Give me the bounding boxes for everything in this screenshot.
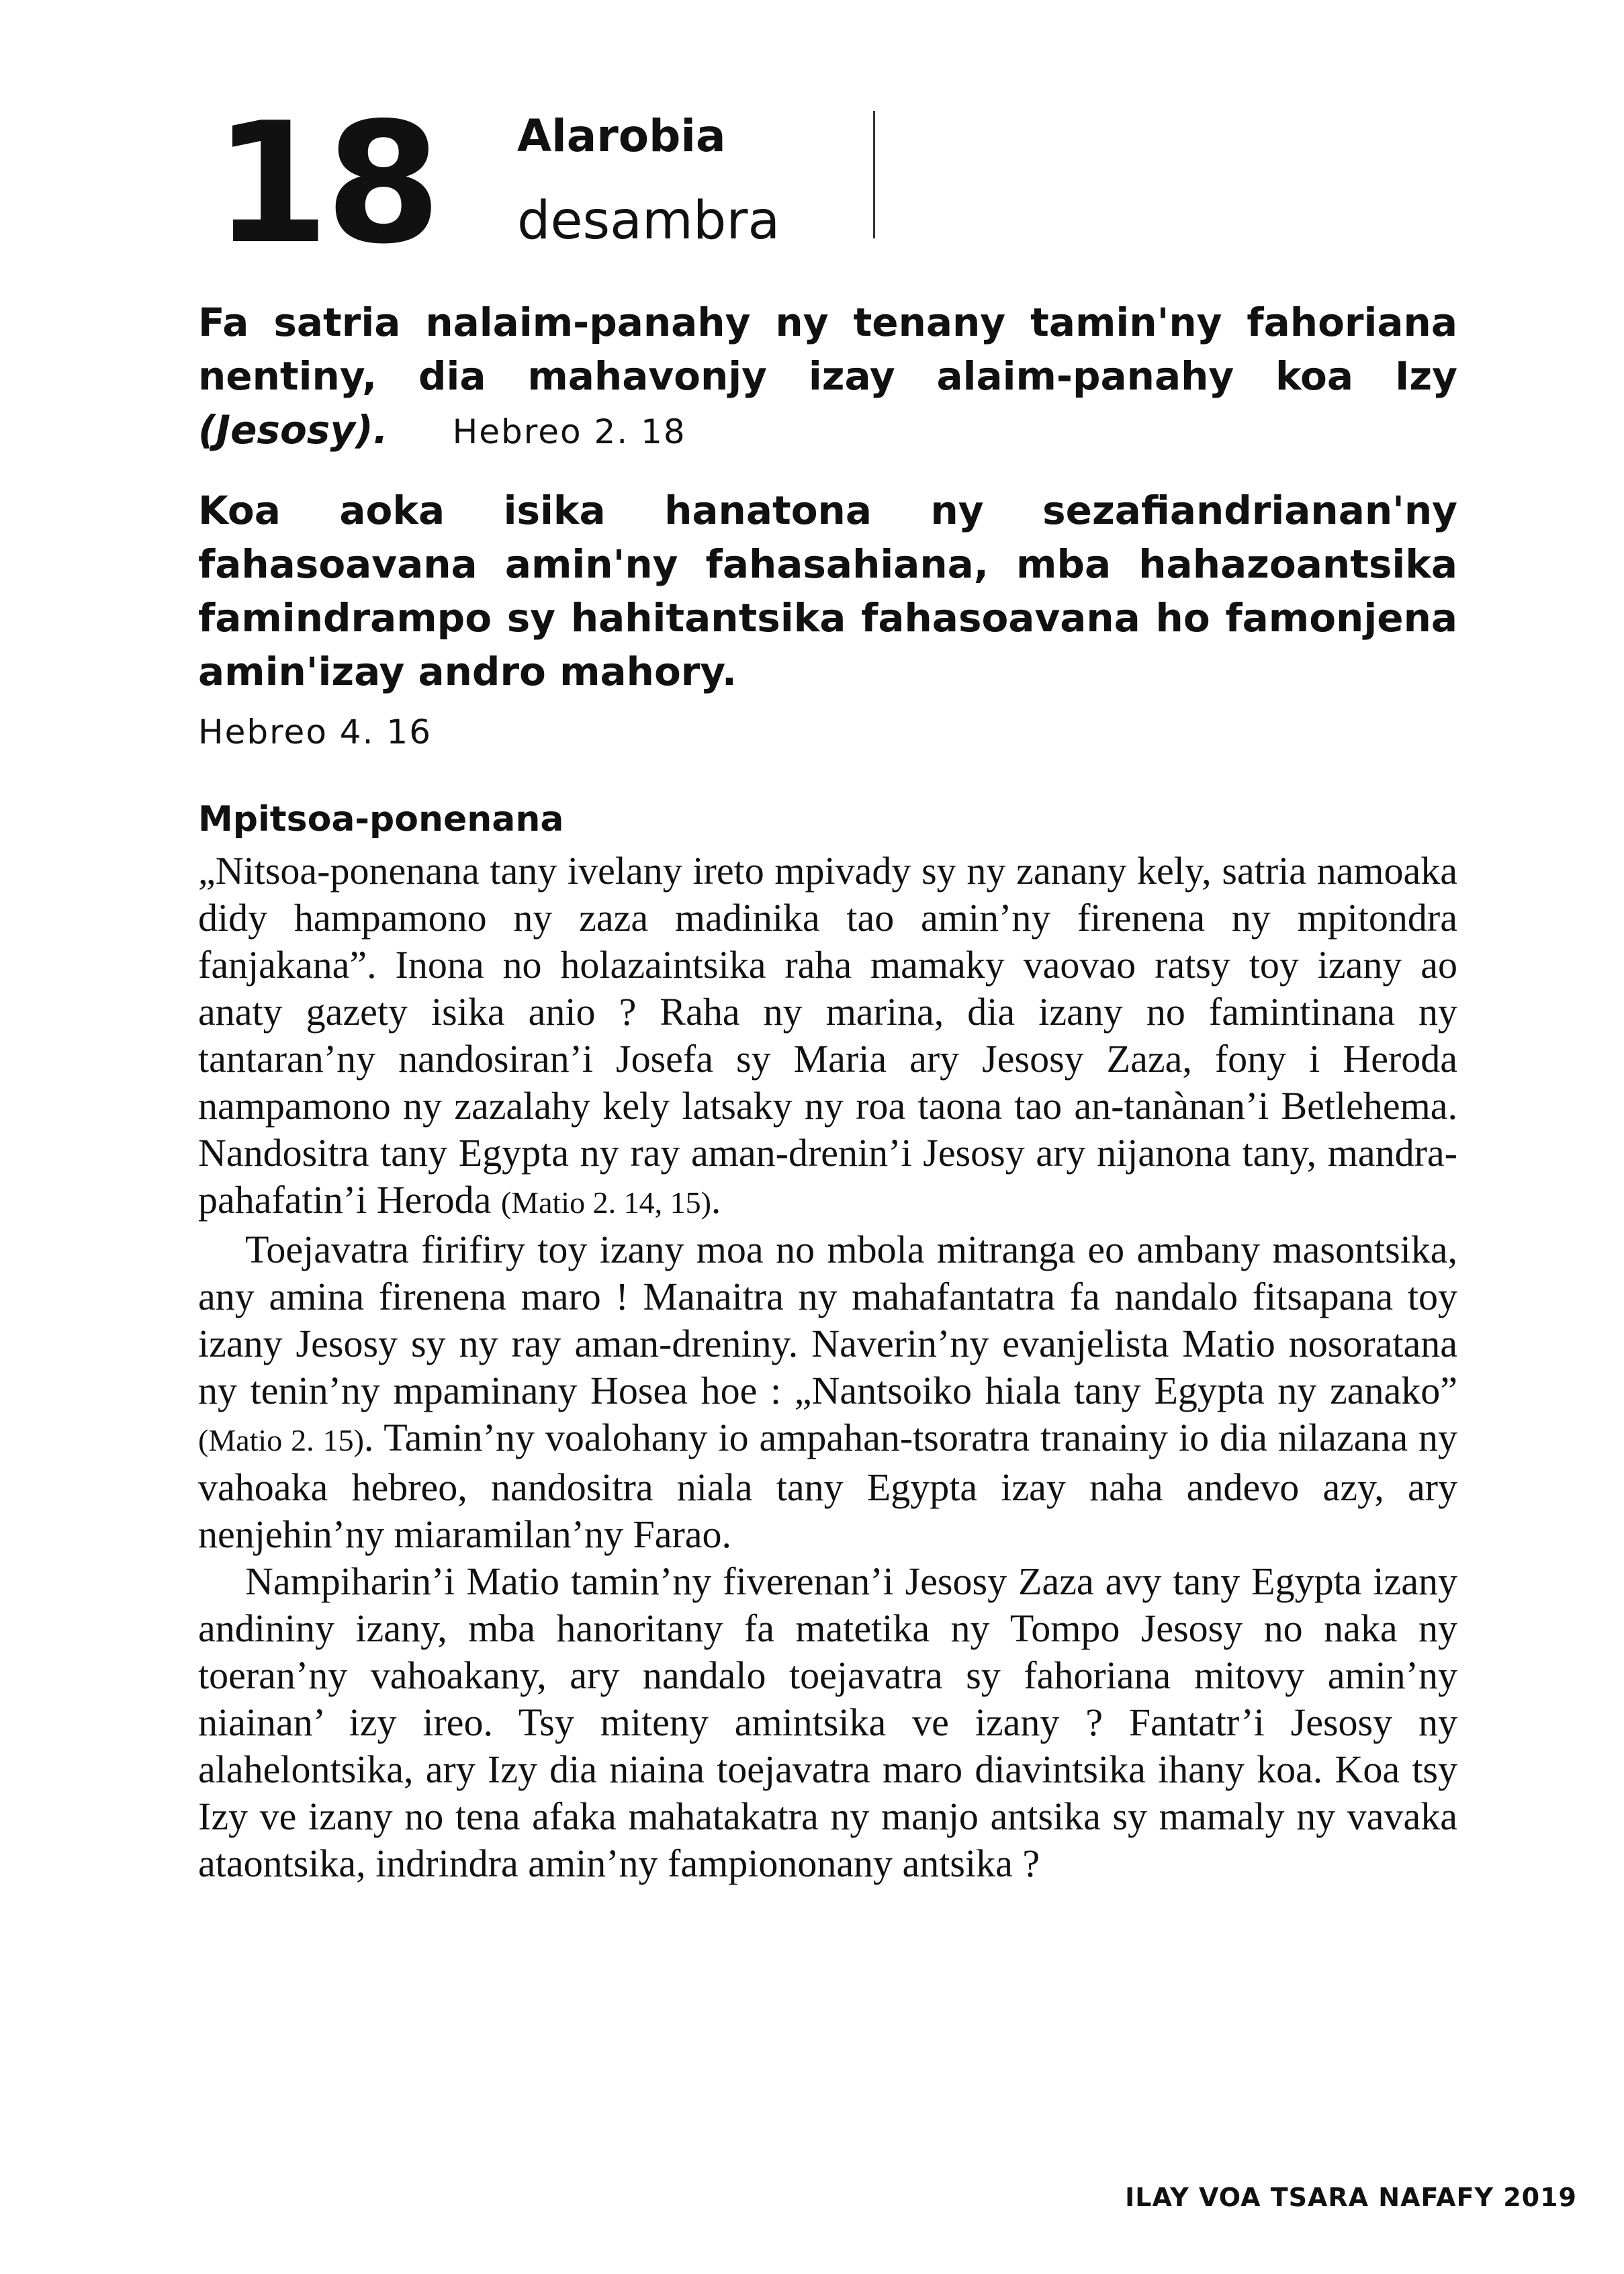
paragraph-1-reference: (Matio 2. 14, 15): [500, 1185, 711, 1220]
paragraph-3-text: Nampiharin’i Matio tamin’ny fiverenan’i Jesosy Zaza avy tany Egypta izany andininy izany, mba hanoritany fa matetika ny Tompo Jesosy no naka ny toeran’ny vahoakany, ary nandalo toejavatra sy fahoriana mitovy amin’ny niainan’ izy ireo. Tsy miteny amintsika ve izany ? Fantatr’i Jesosy ny alahelontsika, ary Izy dia niaina toejavatra maro diavintsika ihany koa. Koa tsy Izy ve izany no tena afaka mahatakatra ny manjo antsika sy mamaly ny vavaka ataontsika, indrindra amin’ny fampiononany antsika ?: [198, 1559, 1457, 1885]
verse-2-text: Koa aoka isika hanatona ny sezafiandrianan'ny fahasoavana amin'ny fahasahiana, mba hahazoantsika famindrampo sy hahitantsika fahasoavana ho famonjena amin'izay andro mahory.: [198, 488, 1457, 694]
paragraph-2: [198, 1226, 1457, 1558]
paragraph-3: [198, 1558, 1457, 1887]
footer-publication: ILAY VOA TSARA NAFAFY 2019: [1125, 2183, 1577, 2212]
paragraph-2-reference: (Matio 2. 15): [198, 1423, 364, 1457]
weekday: Alarobia: [517, 110, 726, 162]
paragraph-2-text: Toejavatra firifiry toy izany moa no mbola mitranga eo ambany masontsika, any amina firenena maro ! Manaitra ny mahafantatra fa nandalo fitsapana toy izany Jesosy sy ny ray aman-dreniny. Naverin’ny evanjelista Matio nosoratana ny tenin’ny mpaminany Hosea hoe : „Nantsoiko hiala tany Egypta ny zanako”: [198, 1228, 1457, 1412]
verse-1-text: Fa satria nalaim-panahy ny tenany tamin'ny fahoriana nentiny, dia mahavonjy izay alaim-panahy koa Izy: [198, 300, 1457, 399]
header-divider: [873, 111, 875, 238]
section-heading: Mpitsoa-ponenana: [198, 799, 564, 839]
verse-1-reference: Hebreo 2. 18: [452, 412, 686, 451]
verse-2: [198, 484, 1457, 698]
verse-1: [198, 295, 1457, 459]
paragraph-1-text: „Nitsoa-ponenana tany ivelany ireto mpivady sy ny zanany kely, satria namoaka didy hampamono ny zaza madinika tao amin’ny firenena ny mpitondra fanjakana”. Inona no holazaintsika raha mamaky vaovao ratsy toy izany ao anaty gazety isika anio ? Raha ny marina, dia izany no famintinana ny tantaran’ny nandosiran’i Josefa sy Maria ary Jesosy Zaza, fony i Heroda nampamono ny zazalahy kely latsaky ny roa taona tao an-tanànan’i Betlehema. Nandositra tany Egypta ny ray aman-drenin’i Jesosy ary nijanona tany, mandra-pahafatin’i Heroda: [198, 849, 1457, 1222]
month: desambra: [517, 191, 780, 251]
day-number: 18: [214, 87, 438, 281]
paragraph-1: [198, 848, 1457, 1226]
body-text: [198, 848, 1457, 1887]
paragraph-1-end: .: [711, 1178, 721, 1222]
paragraph-2-end: . Tamin’ny voalohany io ampahan-tsoratra tranainy io dia nilazana ny vahoaka hebreo, nandositra niala tany Egypta izay naha andevo azy, ary nenjehin’ny miaramilan’ny Farao.: [198, 1416, 1458, 1556]
verse-1-emphasis: (Jesosy).: [198, 407, 388, 453]
verse-2-reference: Hebreo 4. 16: [198, 713, 433, 752]
